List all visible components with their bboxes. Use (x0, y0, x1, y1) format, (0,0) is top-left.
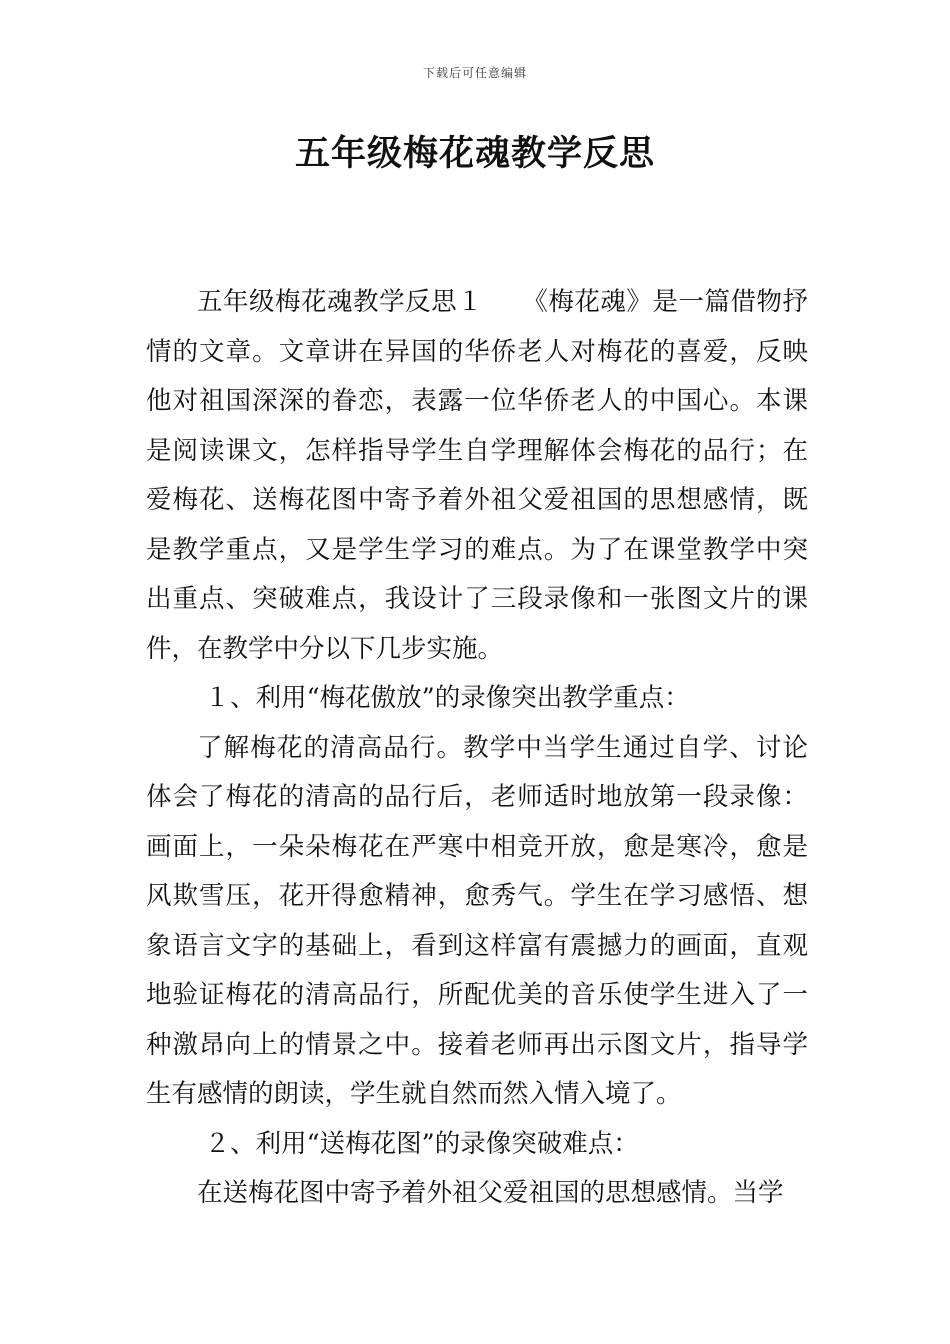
paragraph-section-1: 了解梅花的清高品行。教学中当学生通过自学、讨论体会了梅花的清高的品行后，老师适时地放第一段录像：画面上，一朵朵梅花在严寒中相竞开放，愈是寒冷，愈是风欺雪压，花开得愈精神，愈秀气。学生在学习感悟、想象语言文字的基础上，看到这样富有震撼力的画面，直观地验证梅花的清高品行，所配优美的音乐使学生进入了一种激昂向上的情景之中。接着老师再出示图文片，指导学生有感情的朗读，学生就自然而然入情入境了。 (146, 732, 808, 1109)
section-heading-2: ２、利用“送梅花图”的录像突破难点： (204, 1128, 639, 1159)
paragraph-section-2: 在送梅花图中寄予着外祖父爱祖国的思想感情。当学 (197, 1178, 784, 1208)
header-note: 下载后可任意编辑 (422, 66, 527, 80)
document-body (146, 278, 808, 1219)
page-title: 五年级梅花魂教学反思 (294, 134, 655, 174)
paragraph-intro: 五年级梅花魂教学反思１ 《梅花魂》是一篇借物抒情的文章。文章讲在异国的华侨老人对梅花的喜爱，反映他对祖国深深的眷恋，表露一位华侨老人的中国心。本课是阅读课文，怎样指导学生自学理解体会梅花的品行；在爱梅花、送梅花图中寄予着外祖父爱祖国的思想感情，既是教学重点，又是学生学习的难点。为了在课堂教学中突出重点、突破难点，我设计了三段录像和一张图文片的课件，在教学中分以下几步实施。 (146, 287, 808, 664)
section-heading-1: １、利用“梅花傲放”的录像突出教学重点： (204, 683, 690, 713)
